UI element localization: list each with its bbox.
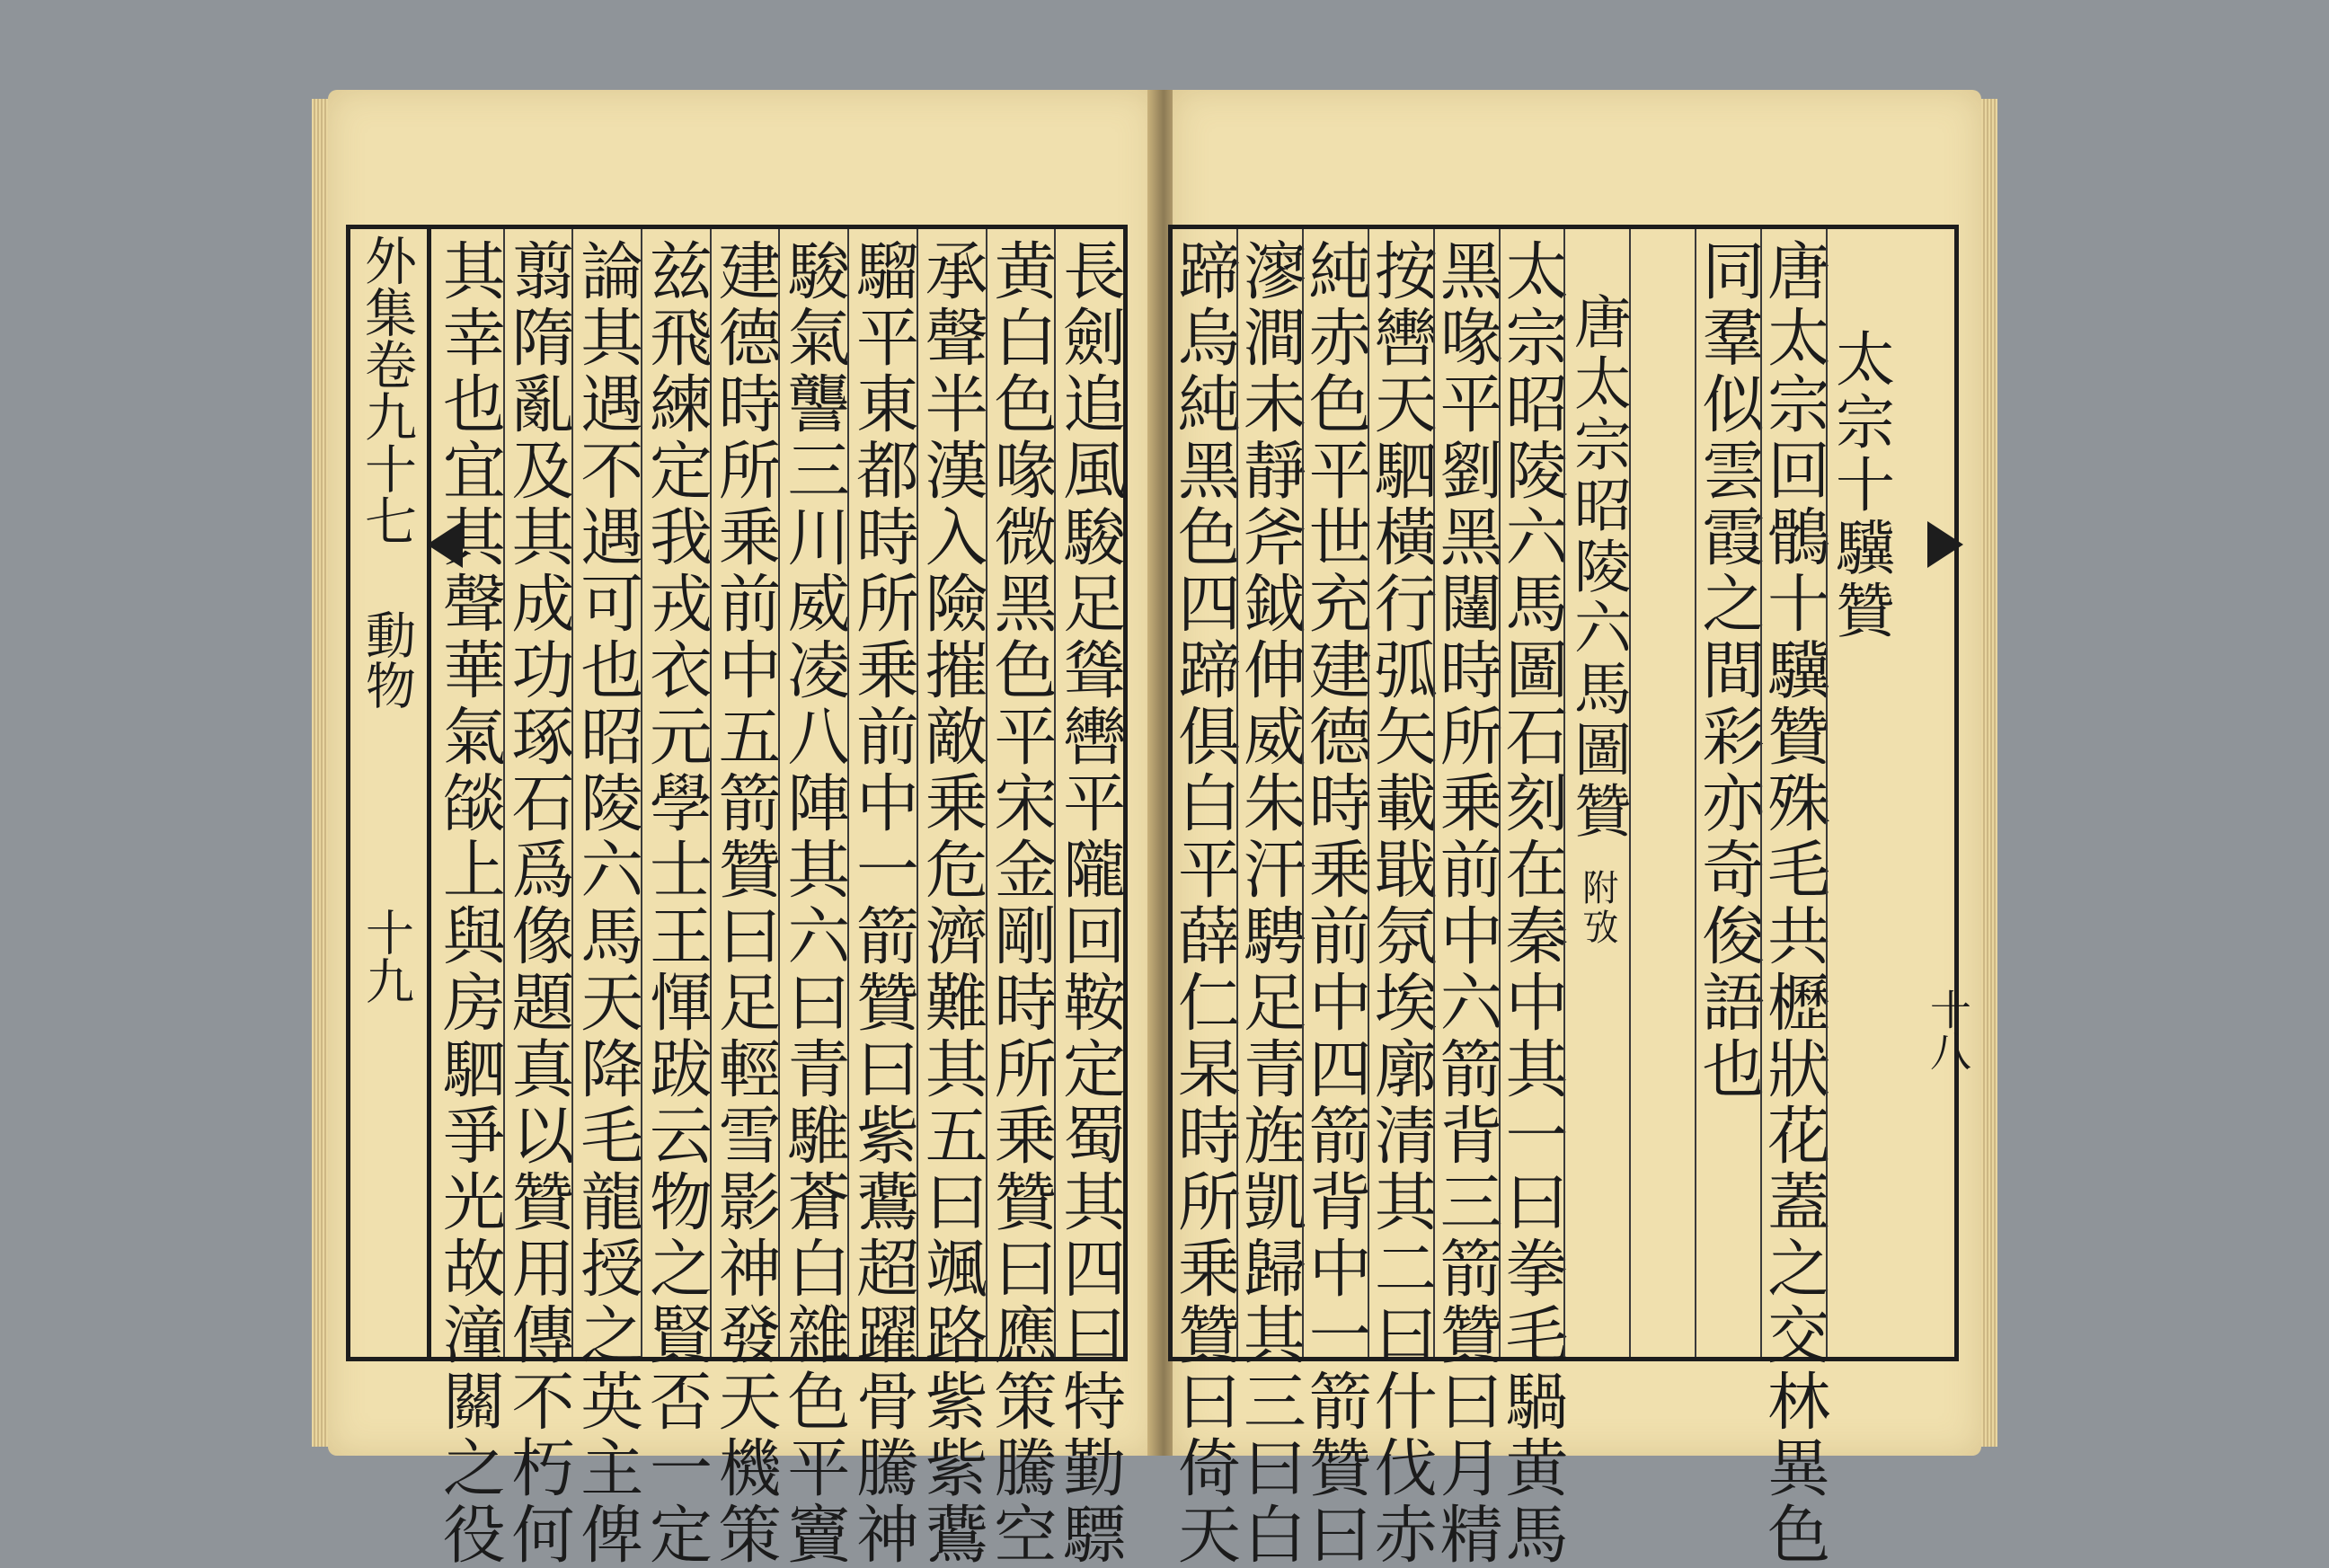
section-heading: 太宗十驥贊 xyxy=(1826,229,1891,1357)
text-column: 黄白色喙微黑色平宋金剛時所乗贊曰應策騰空 xyxy=(986,229,1055,1357)
folio-number: 十九 xyxy=(358,908,415,1005)
subheading-note: 附攷 xyxy=(1576,869,1618,948)
folio-number: 十八 xyxy=(1924,988,1972,1071)
subheading-column xyxy=(1563,229,1629,1357)
text-column: 翦隋亂及其成功琢石爲像題真以贊用傳不朽何 xyxy=(503,229,572,1357)
text-column: 騮平東都時所乗前中一箭贊曰紫鷰超躍骨騰神 xyxy=(847,229,917,1357)
text-column: 純赤色平世充建德時乗前中四箭背中一箭贊曰 xyxy=(1302,229,1368,1357)
subheading: 唐太宗昭陵六馬圖贊 xyxy=(1563,292,1631,842)
open-book xyxy=(328,90,1981,1568)
fishtail-mark xyxy=(1927,521,1963,568)
text-column: 建德時所乗前中五箭贊曰足輕雪影神發天機策 xyxy=(710,229,779,1357)
fishtail-mark xyxy=(427,521,463,568)
text-column: 駿氣讋三川威凌八陣其六曰青騅蒼白雜色平竇 xyxy=(778,229,847,1357)
left-page xyxy=(328,90,1155,1568)
text-column: 蹄烏純黑色四蹄俱白平薛仁杲時所乗贊曰倚天 xyxy=(1167,238,1242,1568)
text-column: 長劍追風駿足聳轡平隴回鞍定蜀其四曰特勤驃 xyxy=(1054,229,1123,1357)
right-page xyxy=(1167,90,1981,1568)
text-column: 同羣似雲霞之間彩亦奇俊語也 xyxy=(1695,229,1760,1357)
text-column: 太宗昭陵六馬圖石刻在秦中其一曰拳毛騧黄馬 xyxy=(1499,229,1564,1357)
volume-title: 外集卷九十七 xyxy=(356,234,417,546)
blank-column xyxy=(1629,229,1695,1357)
section-label: 動物 xyxy=(358,609,416,710)
text-column: 唐太宗回鶻十驥贊殊毛共櫪狀花蓋之交林異色 xyxy=(1760,229,1826,1357)
text-column: 論其遇不遇可也昭陵六馬天降毛龍授之英主俾 xyxy=(571,229,641,1357)
text-column: 㵳澗未靜斧鉞伸威朱汗騁足青旌凱歸其三曰白 xyxy=(1236,229,1302,1357)
text-column: 按轡天駟橫行弧矢載戢氛埃廓清其二曰什伐赤 xyxy=(1368,229,1433,1357)
left-page-frame xyxy=(346,225,1128,1568)
center-margin-column xyxy=(346,225,431,1361)
text-column: 黑喙平劉黑闥時所乗前中六箭背三箭贊曰月精 xyxy=(1433,229,1499,1357)
right-page-frame xyxy=(1167,225,1959,1568)
text-column: 兹飛練定我戎衣元學士王惲跋云物之賢否一定 xyxy=(641,229,710,1357)
text-column: 其幸也宜其聲華氣燄上與房駟爭光故潼關之役 xyxy=(432,238,507,1568)
text-column: 承聲半漢入險摧敵乗危濟難其五曰颯路紫紫鷰 xyxy=(917,229,986,1357)
